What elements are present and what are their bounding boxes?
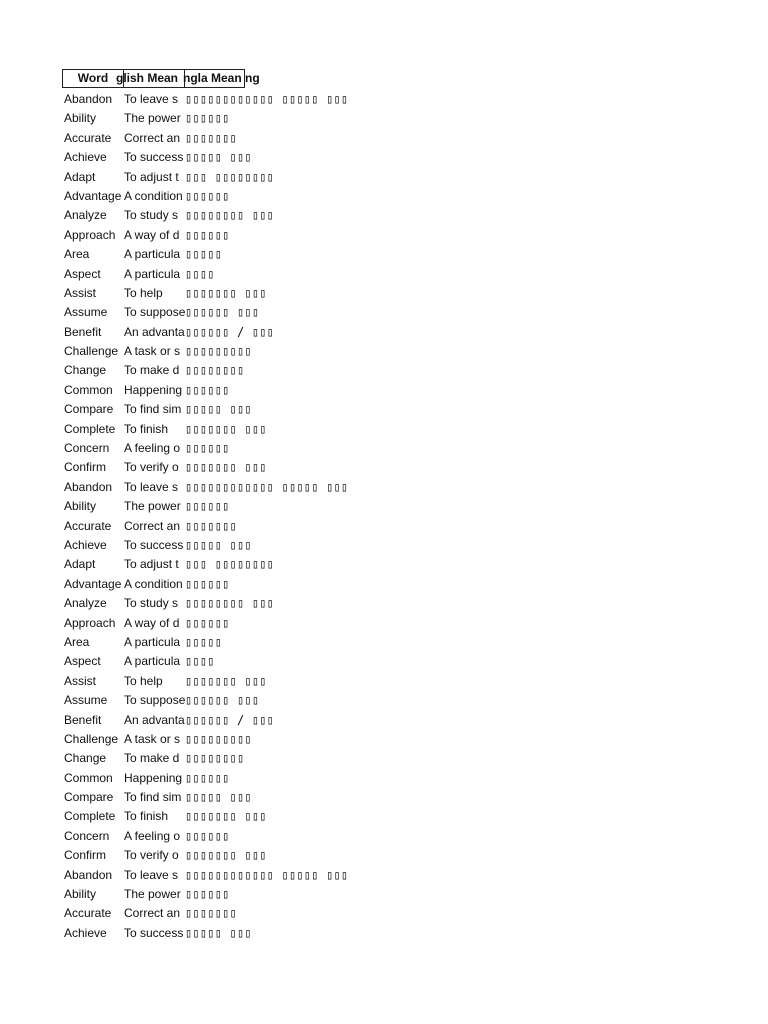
- english-meaning-cell: To finish: [124, 421, 169, 436]
- english-meaning-cell: To finish: [124, 809, 169, 824]
- english-meaning-cell: Happening: [124, 770, 183, 785]
- english-meaning-cell: To help: [124, 673, 163, 688]
- english-meaning-cell: Correct an: [124, 130, 181, 145]
- english-meaning-cell: The power: [124, 111, 181, 126]
- english-meaning-cell: To adjust t: [124, 169, 179, 184]
- word-cell: Assist: [64, 673, 97, 688]
- english-meaning-cell: To help: [124, 285, 163, 300]
- header-english-meaning: [116, 69, 185, 88]
- english-meaning-cell: A feeling o: [124, 828, 181, 843]
- english-meaning-cell: To suppose: [124, 305, 186, 320]
- english-meaning-cell: To leave s: [124, 867, 179, 882]
- word-cell: Achieve: [64, 925, 107, 940]
- english-meaning-cell: A task or s: [124, 344, 181, 359]
- english-meaning-cell: To study s: [124, 208, 179, 223]
- english-meaning-cell: To adjust t: [124, 557, 179, 572]
- bangla-meaning-cell: ▯▯▯ ▯▯▯▯▯▯▯▯: [185, 169, 275, 184]
- bangla-meaning-cell: ▯▯▯▯▯: [185, 634, 223, 649]
- word-cell: Compare: [64, 790, 114, 805]
- english-meaning-cell: A particula: [124, 247, 181, 262]
- bangla-meaning-cell: ▯▯▯▯▯▯▯▯▯: [185, 344, 252, 359]
- english-meaning-cell: A feeling o: [124, 441, 181, 456]
- english-meaning-cell: To success: [124, 925, 184, 940]
- word-cell: Analyze: [64, 208, 107, 223]
- bangla-meaning-cell: ▯▯▯▯▯▯▯▯: [185, 751, 245, 766]
- english-meaning-cell: A particula: [124, 266, 181, 281]
- english-meaning-cell: To leave s: [124, 92, 179, 106]
- english-meaning-cell: To verify o: [124, 460, 179, 475]
- bangla-meaning-cell: ▯▯▯▯▯▯▯ ▯▯▯: [185, 421, 267, 436]
- word-cell: Complete: [64, 809, 116, 824]
- word-cell: Advantage: [64, 188, 122, 203]
- word-cell: Concern: [64, 828, 110, 843]
- english-meaning-cell: A condition: [124, 188, 183, 203]
- word-cell: Analyze: [64, 596, 107, 611]
- english-meaning-cell: The power: [124, 887, 181, 902]
- english-meaning-cell: Happening: [124, 382, 183, 397]
- word-cell: Assist: [64, 285, 97, 300]
- word-cell: Common: [64, 770, 113, 785]
- word-cell: Accurate: [64, 130, 112, 145]
- bangla-meaning-cell: ▯▯▯▯▯▯▯: [185, 130, 237, 145]
- bangla-meaning-cell: ▯▯▯▯▯▯▯▯: [185, 363, 245, 378]
- word-cell: Concern: [64, 441, 110, 456]
- header-bangla-overflow: ng: [245, 71, 260, 85]
- word-cell: Ability: [64, 111, 97, 126]
- word-cell: Adapt: [64, 169, 96, 184]
- bangla-meaning-cell: ▯▯▯▯▯▯: [185, 441, 230, 456]
- english-meaning-cell: A way of d: [124, 227, 180, 242]
- header-english-text: glish Mean: [116, 71, 179, 85]
- bangla-meaning-cell: ▯▯▯▯▯ ▯▯▯: [185, 402, 252, 417]
- bangla-meaning-cell: ▯▯▯ ▯▯▯▯▯▯▯▯: [185, 557, 275, 572]
- english-meaning-cell: An advanta: [124, 324, 185, 339]
- english-meaning-cell: An advanta: [124, 712, 185, 727]
- word-cell: Approach: [64, 227, 116, 242]
- english-meaning-cell: Correct an: [124, 518, 181, 533]
- word-cell: Assume: [64, 693, 108, 708]
- word-cell: Common: [64, 382, 113, 397]
- word-cell: Complete: [64, 421, 116, 436]
- bangla-meaning-cell: ▯▯▯▯▯: [185, 247, 223, 262]
- english-meaning-cell: To verify o: [124, 848, 179, 863]
- english-meaning-cell: Correct an: [124, 906, 181, 921]
- english-meaning-cell: To make d: [124, 751, 180, 766]
- bangla-meaning-cell: ▯▯▯▯▯▯▯ ▯▯▯: [185, 460, 267, 475]
- word-cell: Benefit: [64, 712, 102, 727]
- bangla-meaning-cell: ▯▯▯▯▯▯: [185, 615, 230, 630]
- header-bangla-meaning: [183, 69, 260, 88]
- word-cell: Abandon: [64, 92, 113, 106]
- word-cell: Abandon: [64, 479, 113, 494]
- english-meaning-cell: To study s: [124, 596, 179, 611]
- english-meaning-cell: A way of d: [124, 615, 180, 630]
- bangla-meaning-cell: ▯▯▯▯▯▯: [185, 770, 230, 785]
- bangla-meaning-cell: ▯▯▯▯▯ ▯▯▯: [185, 150, 252, 165]
- bangla-meaning-cell: ▯▯▯▯▯▯▯▯▯▯▯▯ ▯▯▯▯▯ ▯▯▯: [185, 867, 349, 882]
- english-meaning-cell: To success: [124, 537, 184, 552]
- word-cell: Accurate: [64, 906, 112, 921]
- english-meaning-cell: To find sim: [124, 790, 182, 805]
- word-cell: Aspect: [64, 654, 101, 669]
- bangla-meaning-cell: ▯▯▯▯▯▯ / ▯▯▯: [185, 324, 275, 339]
- word-cell: Confirm: [64, 460, 107, 475]
- word-cell: Area: [64, 247, 90, 262]
- bangla-meaning-cell: ▯▯▯▯: [185, 654, 215, 669]
- word-cell: Abandon: [64, 867, 113, 882]
- english-meaning-cell: A particula: [124, 654, 181, 669]
- bangla-meaning-cell: ▯▯▯▯▯▯: [185, 227, 230, 242]
- header-word: Word: [62, 69, 124, 88]
- bangla-meaning-cell: ▯▯▯▯▯▯ / ▯▯▯: [185, 712, 275, 727]
- bangla-meaning-cell: ▯▯▯▯: [185, 266, 215, 281]
- bangla-meaning-cell: ▯▯▯▯▯ ▯▯▯: [185, 925, 252, 940]
- bangla-meaning-cell: ▯▯▯▯▯▯▯▯▯: [185, 731, 252, 746]
- bangla-meaning-cell: ▯▯▯▯▯▯: [185, 111, 230, 126]
- bangla-meaning-cell: ▯▯▯▯▯▯ ▯▯▯: [185, 693, 260, 708]
- header-bangla-text: ngla Mean: [183, 71, 242, 85]
- english-meaning-cell: To leave s: [124, 479, 179, 494]
- bangla-meaning-cell: ▯▯▯▯▯▯▯ ▯▯▯: [185, 285, 267, 300]
- bangla-meaning-cell: ▯▯▯▯▯▯▯ ▯▯▯: [185, 848, 267, 863]
- bangla-meaning-cell: ▯▯▯▯▯▯: [185, 576, 230, 591]
- bangla-meaning-cell: ▯▯▯▯▯▯ ▯▯▯: [185, 305, 260, 320]
- english-meaning-cell: To suppose: [124, 693, 186, 708]
- bangla-meaning-cell: ▯▯▯▯▯▯▯: [185, 518, 237, 533]
- bangla-meaning-cell: ▯▯▯▯▯▯: [185, 188, 230, 203]
- word-cell: Approach: [64, 615, 116, 630]
- word-cell: Benefit: [64, 324, 102, 339]
- bangla-meaning-cell: ▯▯▯▯▯▯: [185, 499, 230, 514]
- english-meaning-cell: A condition: [124, 576, 183, 591]
- bangla-meaning-cell: ▯▯▯▯▯▯: [185, 382, 230, 397]
- word-cell: Achieve: [64, 150, 107, 165]
- english-meaning-cell: To make d: [124, 363, 180, 378]
- english-meaning-cell: A task or s: [124, 731, 181, 746]
- word-cell: Assume: [64, 305, 108, 320]
- word-cell: Challenge: [64, 344, 119, 359]
- bangla-meaning-cell: ▯▯▯▯▯▯▯: [185, 906, 237, 921]
- bangla-meaning-cell: ▯▯▯▯▯ ▯▯▯: [185, 790, 252, 805]
- bangla-meaning-cell: ▯▯▯▯▯ ▯▯▯: [185, 537, 252, 552]
- word-cell: Achieve: [64, 537, 107, 552]
- word-cell: Confirm: [64, 848, 107, 863]
- word-cell: Accurate: [64, 518, 112, 533]
- word-cell: Advantage: [64, 576, 122, 591]
- word-cell: Area: [64, 634, 90, 649]
- bangla-meaning-cell: ▯▯▯▯▯▯▯▯▯▯▯▯ ▯▯▯▯▯ ▯▯▯: [185, 479, 349, 494]
- bangla-meaning-cell: ▯▯▯▯▯▯▯▯ ▯▯▯: [185, 596, 275, 611]
- bangla-meaning-cell: ▯▯▯▯▯▯: [185, 828, 230, 843]
- bangla-meaning-cell: ▯▯▯▯▯▯▯ ▯▯▯: [185, 673, 267, 688]
- english-meaning-cell: A particula: [124, 634, 181, 649]
- english-meaning-cell: To success: [124, 150, 184, 165]
- english-meaning-cell: To find sim: [124, 402, 182, 417]
- bangla-meaning-cell: ▯▯▯▯▯▯: [185, 887, 230, 902]
- word-cell: Challenge: [64, 731, 119, 746]
- word-cell: Change: [64, 751, 107, 766]
- word-cell: Compare: [64, 402, 114, 417]
- word-cell: Adapt: [64, 557, 96, 572]
- word-cell: Change: [64, 363, 107, 378]
- word-cell: Ability: [64, 499, 97, 514]
- bangla-meaning-cell: ▯▯▯▯▯▯▯ ▯▯▯: [185, 809, 267, 824]
- word-cell: Ability: [64, 887, 97, 902]
- english-meaning-cell: The power: [124, 499, 181, 514]
- word-cell: Aspect: [64, 266, 101, 281]
- bangla-meaning-cell: ▯▯▯▯▯▯▯▯▯▯▯▯ ▯▯▯▯▯ ▯▯▯: [185, 92, 349, 106]
- bangla-meaning-cell: ▯▯▯▯▯▯▯▯ ▯▯▯: [185, 208, 275, 223]
